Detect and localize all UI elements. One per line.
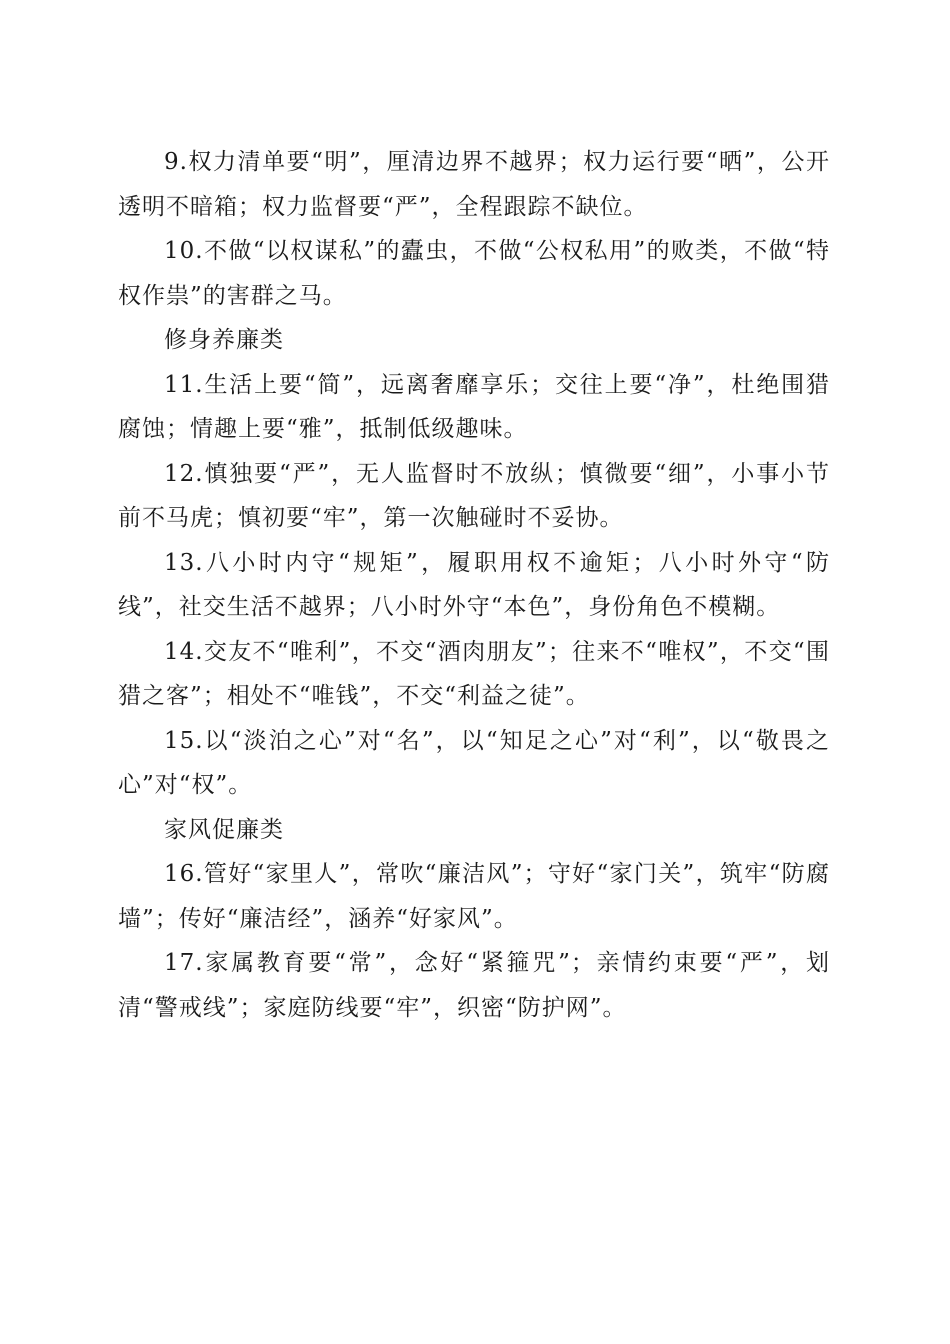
- paragraph-item-12: 12.慎独要“严”，无人监督时不放纵；慎微要“细”，小事小节前不马虎；慎初要“牢”，第一次触碰时不妥协。: [118, 460, 830, 531]
- paragraph-item-9: 9.权力清单要“明”，厘清边界不越界；权力运行要“晒”，公开透明不暗箱；权力监督要“严”，全程跟踪不缺位。: [118, 149, 830, 220]
- paragraph-item-14: 14.交友不“唯利”，不交“酒肉朋友”；往来不“唯权”，不交“围猎之客”；相处不“唯钱”，不交“利益之徒”。: [118, 638, 830, 709]
- paragraph-item-13: 13.八小时内守“规矩”，履职用权不逾矩；八小时外守“防线”，社交生活不越界；八小时外守“本色”，身份角色不模糊。: [118, 549, 830, 620]
- paragraph-item-11: 11.生活上要“简”，远离奢靡享乐；交往上要“净”，杜绝围猎腐蚀；情趣上要“雅”，抵制低级趣味。: [118, 371, 830, 442]
- paragraph-item-15: 15.以“淡泊之心”对“名”，以“知足之心”对“利”，以“敬畏之心”对“权”。: [118, 727, 830, 798]
- section-heading-self-cultivation: 修身养廉类: [164, 327, 284, 353]
- document-body: [118, 140, 830, 1030]
- paragraph-item-10: 10.不做“以权谋私”的蠹虫，不做“公权私用”的败类，不做“特权作祟”的害群之马。: [118, 238, 830, 309]
- section-heading-family-style: 家风促廉类: [164, 816, 284, 843]
- paragraph-item-17: 17.家属教育要“常”，念好“紧箍咒”；亲情约束要“严”，划清“警戒线”；家庭防线要“牢”，织密“防护网”。: [118, 950, 830, 1021]
- paragraph-item-16: 16.管好“家里人”，常吹“廉洁风”；守好“家门关”，筑牢“防腐墙”；传好“廉洁经”，涵养“好家风”。: [118, 861, 830, 932]
